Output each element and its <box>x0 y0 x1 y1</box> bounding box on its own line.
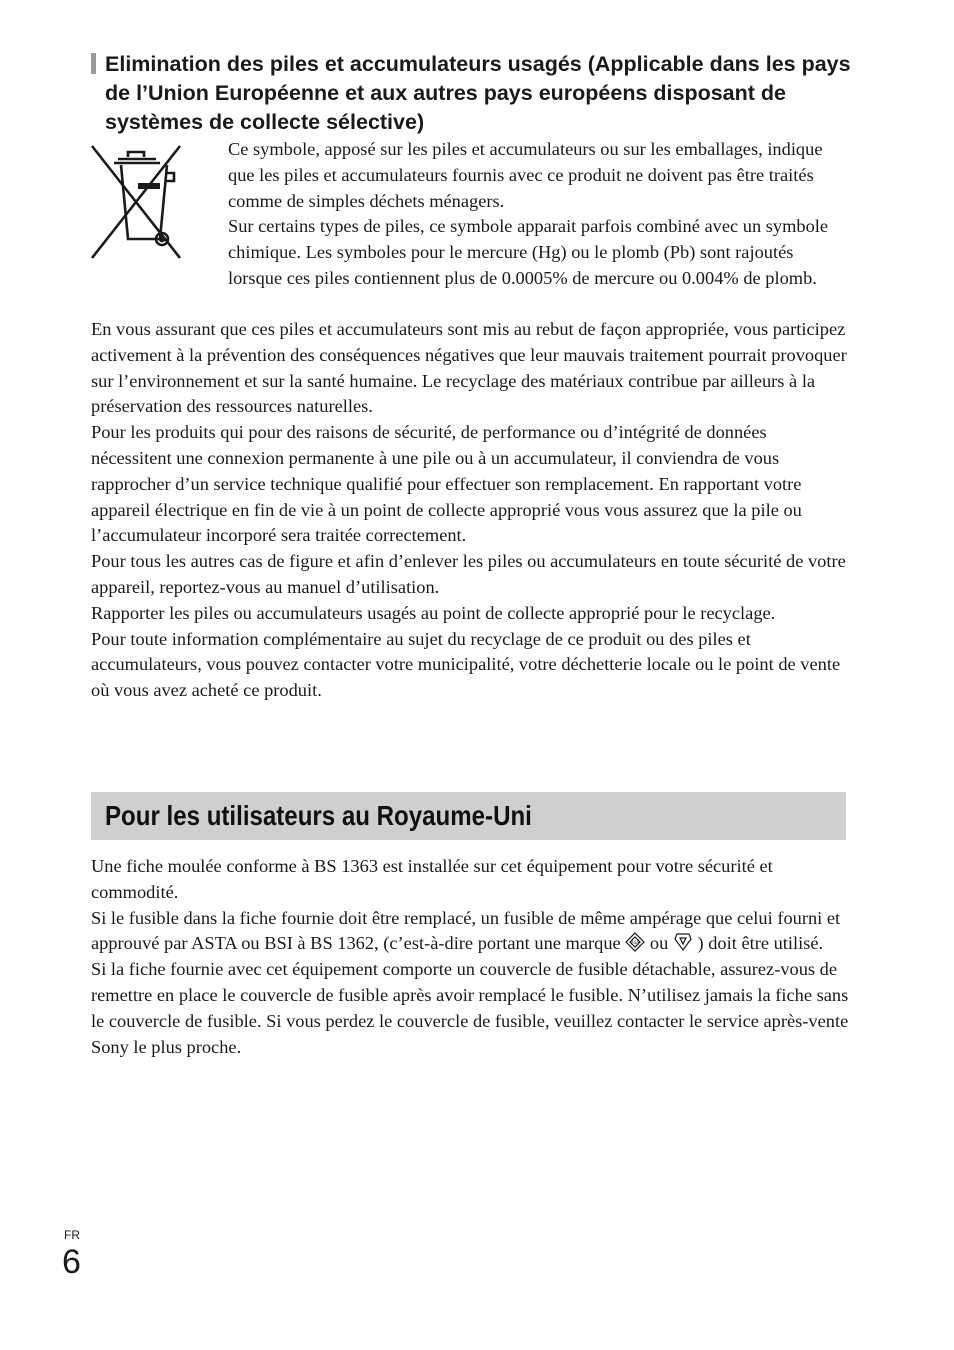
uk-paragraph: Si la fiche fournie avec cet équipement comporte un couvercle de fusible détachable, assurez-vous de remettre en place le couvercle de fusible après avoir remplacé le fusible. N’utilisez jamais la fiche sans le couvercle de fusible. Si vous perdez le couvercle de fusible, veuillez contacter le service après-vente Sony le plus proche. <box>91 959 849 1057</box>
intro-paragraph: Ce symbole, apposé sur les piles et accumulateurs ou sur les emballages, indique que les piles et accumulateurs fournis avec ce produit ne doivent pas être traités comme de simples déchets ménagers. <box>228 139 823 211</box>
battery-section-heading: Elimination des piles et accumulateurs usagés (Applicable dans les pays de l’Union Européenne et aux autres pays européens disposant de systèmes de collecte sélective) <box>105 52 851 134</box>
uk-section-title: Pour les utilisateurs au Royaume-Uni <box>105 800 532 831</box>
body-paragraph: Pour toute information complémentaire au sujet du recyclage de ce produit ou des piles et accumulateurs, vous pouvez contacter votre municipalité, votre déchetterie locale ou le point de vente où vous avez acheté ce produit. <box>91 628 841 701</box>
svg-text:ASA: ASA <box>631 940 640 946</box>
battery-body <box>91 317 851 704</box>
battery-intro <box>228 137 848 292</box>
bsi-kitemark-icon <box>673 932 693 952</box>
body-paragraph: Pour les produits qui pour des raisons de sécurité, de performance ou d’intégrité de données nécessitent une connexion permanente à une pile ou à un accumulateur, il conviendra de vous rapprocher d’un service technique qualifié pour effectuer son remplacement. En rapportant votre appareil électrique en fin de vie à un point de collecte approprié vous vous assurez que la pile ou l’accumulateur incorporé sera traitée correctement. <box>91 422 802 546</box>
heading-bar <box>91 53 96 74</box>
intro-paragraph: Sur certains types de piles, ce symbole apparait parfois combiné avec un symbole chimique. Les symboles pour le mercure (Hg) ou le plomb (Pb) sont rajoutés lorsque ces piles contiennent plus de 0.0005% de mercure ou 0.004% de plomb. <box>228 216 829 288</box>
crossed-out-wheelie-bin-icon <box>90 143 182 261</box>
page-number: 6 <box>62 1243 81 1281</box>
uk-paragraph: Une fiche moulée conforme à BS 1363 est installée sur cet équipement pour votre sécurité et commodité. <box>91 856 773 902</box>
body-paragraph: Pour tous les autres cas de figure et afin d’enlever les piles ou accumulateurs en toute sécurité de votre appareil, reportez-vous au manuel d’utilisation. <box>91 551 846 597</box>
body-paragraph: En vous assurant que ces piles et accumulateurs sont mis au rebut de façon appropriée, vous participez activement à la prévention des conséquences négatives que leur mauvais traitement pourrait provoquer sur l’environnement et sur la santé humaine. Le recyclage des matériaux contribue par ailleurs à la préservation des ressources naturelles. <box>91 319 847 417</box>
uk-section-banner <box>91 792 846 840</box>
footer-language: FR <box>64 1228 80 1242</box>
uk-text: ou <box>649 933 669 954</box>
uk-body <box>91 854 851 1060</box>
asta-mark-icon <box>625 932 645 952</box>
uk-text: ) doit être utilisé. <box>697 933 824 954</box>
uk-paragraph <box>91 906 851 958</box>
body-paragraph: Rapporter les piles ou accumulateurs usagés au point de collecte approprié pour le recyclage. <box>91 602 776 623</box>
uk-text: Si le fusible dans la fiche fournie doit être remplacé, un fusible de même ampérage que celui fourni et approuvé par ASTA ou BSI à BS 1362, (c’est-à-dire portant une marque <box>91 907 841 954</box>
